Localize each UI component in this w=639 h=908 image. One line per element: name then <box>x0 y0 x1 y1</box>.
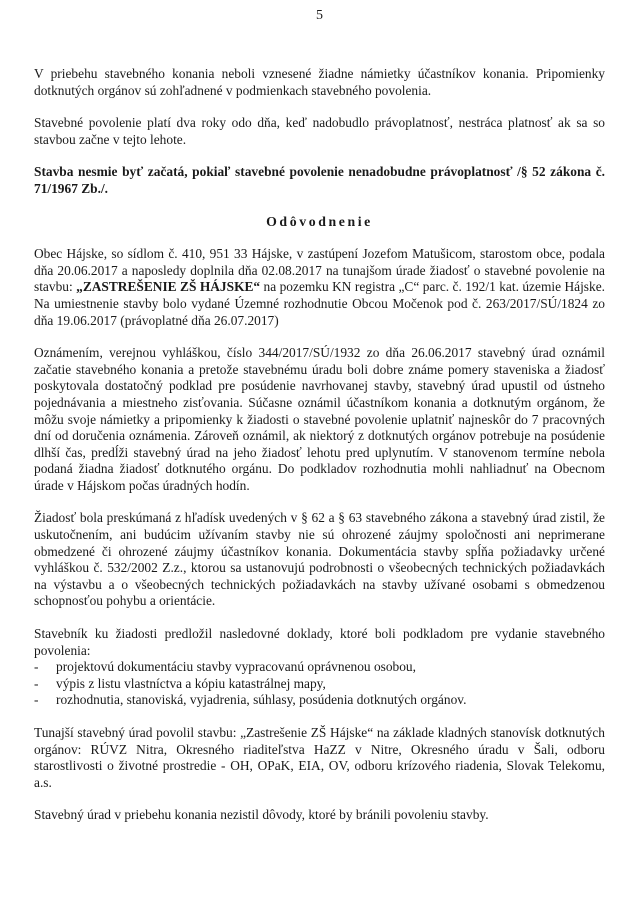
paragraph-notice: Oznámením, verejnou vyhláškou, číslo 344/2017/SÚ/1932 zo dňa 26.06.2017 stavebný úrad oznámil začatie stavebného konania a pretože stavebnému úradu boli dobre známe pomery staveniska a žiadosť poskytovala dostatočný podklad pre posúdenie navrhovanej stavby, stavebný úrad upustil od ústneho pojednávania a miestneho zisťovania. Súčasne oznámil účastníkom konania a dotknutým orgánom, že môžu svoje námietky a pripomienky k žiadosti o stavebné povolenie uplatniť najneskôr do 7 pracovných dní od doručenia oznámenia. Zároveň oznámil, ak niektorý z dotknutých orgánov potrebuje na posúdenie dlhší čas, predĺži stavebný úrad na jeho žiadosť lehotu pred uplynutím. V stanovenom termíne nebola podaná žiadna žiadosť dotknutého orgánu. Do podkladov rozhodnutia mohli nahliadnuť na Obecnom úrade v Hájskom počas úradných hodín. <box>34 345 605 493</box>
paragraph-objections: V priebehu stavebného konania neboli vznesené žiadne námietky účastníkov konania. Pripomienky dotknutých orgánov sú zohľadnené v podmienkach stavebného povolenia. <box>34 66 605 98</box>
list-item: - výpis z listu vlastníctva a kópiu katastrálnej mapy, <box>34 676 605 693</box>
paragraph-start-condition: Stavba nesmie byť začatá, pokiaľ stavebné povolenie nenadobudne právoplatnosť /§ 52 zákona č. 71/1967 Zb./. <box>34 164 605 196</box>
paragraph-documents-intro: Stavebník ku žiadosti predložil nasledovné doklady, ktoré boli podkladom pre vydanie stavebného povolenia: <box>34 626 605 658</box>
paragraph-approval: Tunajší stavebný úrad povolil stavbu: „Zastrešenie ZŠ Hájske“ na základe kladných stanovísk dotknutých orgánov: RÚVZ Nitra, Okresného riaditeľstva HaZZ v Nitre, Okresného úradu v Šali, odboru starostlivosti o životné prostredie - OH, OPaK, EIA, OV, odboru krízového riadenia, Slovak Telekomu, a.s. <box>34 725 605 790</box>
section-heading: Odôvodnenie <box>266 213 373 229</box>
paragraph-conclusion: Stavebný úrad v priebehu konania nezistil dôvody, ktoré by bránili povoleniu stavby. <box>34 807 489 823</box>
construction-name: „ZASTREŠENIE ZŠ HÁJSKE“ <box>76 279 261 295</box>
paragraph-review: Žiadosť bola preskúmaná z hľadísk uvedených v § 62 a § 63 stavebného zákona a stavebný úrad zistil, že uskutočnením, ani budúcim užívaním stavby nie sú ohrozené záujmy spoločnosti ani neprimerane obmedzené či ohrozené záujmy účastníkov konania. Dokumentácia stavby spĺňa požiadavky určené vyhláškou č. 532/2002 Z.z., ktorou sa ustanovujú podrobnosti o všeobecných technických požiadavkách na výstavbu a o všeobecných technických požiadavkách na stavby užívané osobami s obmedzenou schopnosťou pohybu a orientácie. <box>34 510 605 609</box>
paragraph-validity: Stavebné povolenie platí dva roky odo dňa, keď nadobudlo právoplatnosť, nestráca platnosť ak sa so stavbou začne v tejto lehote. <box>34 115 605 147</box>
paragraph-application <box>34 246 605 329</box>
application-text-end: na pozemku KN registra „C“ parc. č. 192/1 kat. územie Hájske. Na umiestnenie stavby bolo vydané Územné rozhodnutie Obcou Močenok pod č. 263/2017/SÚ/1824 zo dňa 19.06.2017 (právoplatné dňa 26.07.2017) <box>34 279 605 328</box>
list-item: - projektovú dokumentáciu stavby vypracovanú oprávnenou osobou, <box>34 659 605 676</box>
application-text-start: Obec Hájske, so sídlom č. 410, 951 33 Hájske, v zastúpení Jozefom Matušicom, starostom obce, podala dňa 20.06.2017 a naposledy doplnila dňa 02.08.2017 na tunajšom úrade žiadosť o stavebné povolenie na stavbu: <box>34 246 605 295</box>
document-body <box>34 66 605 824</box>
documents-list <box>34 659 605 709</box>
page-number: 5 <box>316 8 323 23</box>
list-item: - rozhodnutia, stanoviská, vyjadrenia, súhlasy, posúdenia dotknutých orgánov. <box>34 692 605 709</box>
